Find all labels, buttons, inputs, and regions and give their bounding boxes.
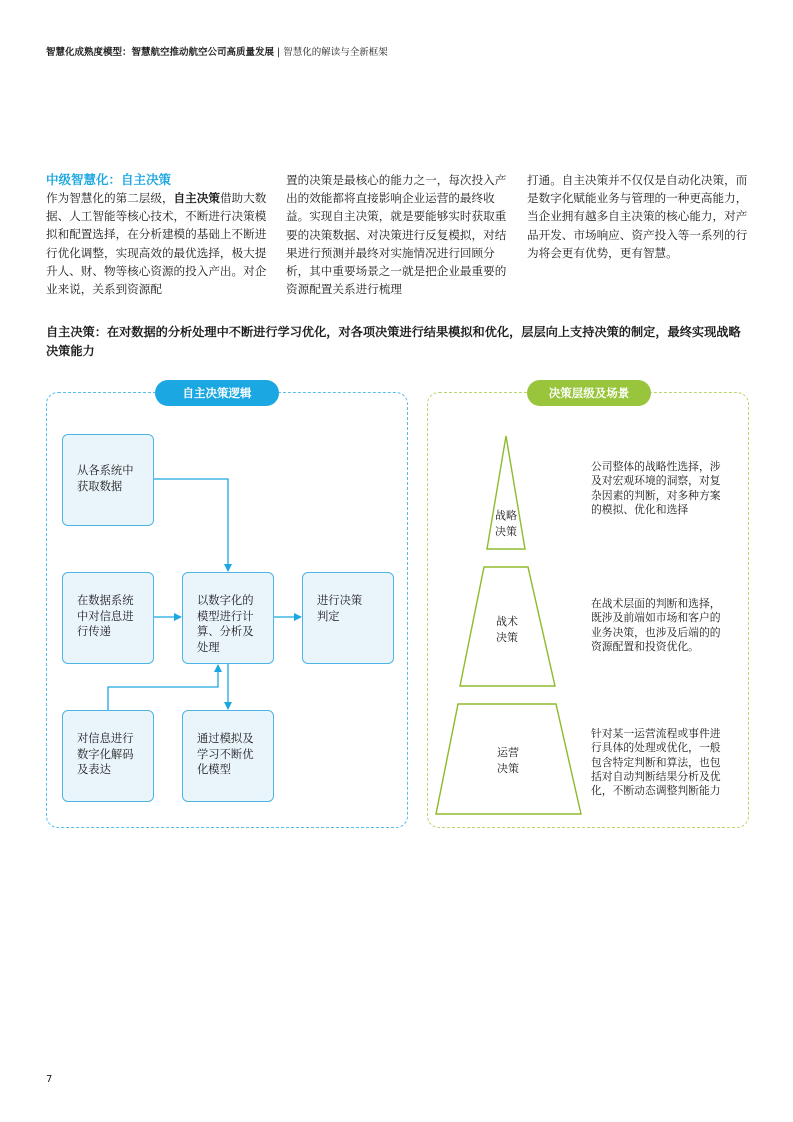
report-title: 智慧化成熟度模型：智慧航空推动航空公司高质量发展 — [46, 47, 275, 58]
section-title: 中级智慧化：自主决策 — [46, 172, 172, 187]
body-paragraph-2: 置的决策是最核心的能力之一，每次投入产出的效能都将直接影响企业运营的最终收益。实现自主决策，就是要能够实时获取重要的决策数据、对决策进行反复模拟，对结果进行预测并最终对实施情况进行回顾分析，其中重要场景之一就是把企业最重要的资源配置关系进行梳理 — [286, 173, 507, 297]
body-paragraph-3: 打通。自主决策并不仅仅是自动化决策，而是数字化赋能业务与管理的一种更高能力，当企业拥有越多自主决策的核心能力，对产品开发、市场响应、资产投入等一系列的行为将会更有优势，更有智慧。 — [527, 173, 748, 260]
strategic-label: 战略 决策 — [495, 509, 517, 538]
levels-panel-title: 决策层级及场景 — [527, 380, 651, 406]
page-number: 7 — [46, 1074, 53, 1085]
step-acquire-data: 从各系统中 获取数据 — [62, 434, 154, 526]
header-section: 智慧化的解读与全新框架 — [283, 47, 388, 58]
lead-statement: 自主决策：在对数据的分析处理中不断进行学习优化，对各项决策进行结果模拟和优化，层层向上支持决策的制定，最终实现战略决策能力 — [46, 325, 741, 358]
tactical-label: 战术 决策 — [496, 615, 518, 644]
body-text: 借助大数据、人工智能等核心技术，不断进行决策模拟和配置选择，在分析建模的基础上不断进行优化调整，实现高效的最优选择，极大提升人、财、物等核心资源的投入产出。对企业来说，关系到资源配 — [46, 191, 267, 297]
header-separator: | — [277, 47, 281, 58]
strategic-description: 公司整体的战略性选择，涉 及对宏观环境的洞察，对复 杂因素的判断，对多种方案 的模拟、优化和选择 — [591, 460, 721, 516]
logic-panel-title: 自主决策逻辑 — [155, 380, 279, 406]
arrow-box5-to-box3 — [108, 665, 218, 710]
operational-label: 运营 决策 — [497, 746, 519, 775]
step-transfer-info: 在数据系统 中对信息进 行传递 — [62, 572, 154, 664]
tactical-description: 在战术层面的判断和选择， 既涉及前端如市场和客户的 业务决策，也涉及后端的的 资源配置和投资优化。 — [591, 597, 721, 653]
body-emphasis: 自主决策 — [173, 191, 220, 205]
step-optimize-model: 通过模拟及 学习不断优 化模型 — [182, 710, 274, 802]
step-digital-processing: 以数字化的 模型进行计 算、分析及 处理 — [182, 572, 274, 664]
arrow-box1-to-box3 — [154, 479, 228, 571]
operational-description: 针对某一运营流程或事件进 行具体的处理或优化，一般 包含特定判断和算法，也包 括对自动判断结果分析及优 化，不断动态调整判断能力 — [591, 727, 721, 798]
step-decode-express: 对信息进行 数字化解码 及表达 — [62, 710, 154, 802]
body-text: 作为智慧化的第二层级， — [46, 191, 174, 205]
step-decision: 进行决策 判定 — [302, 572, 394, 664]
